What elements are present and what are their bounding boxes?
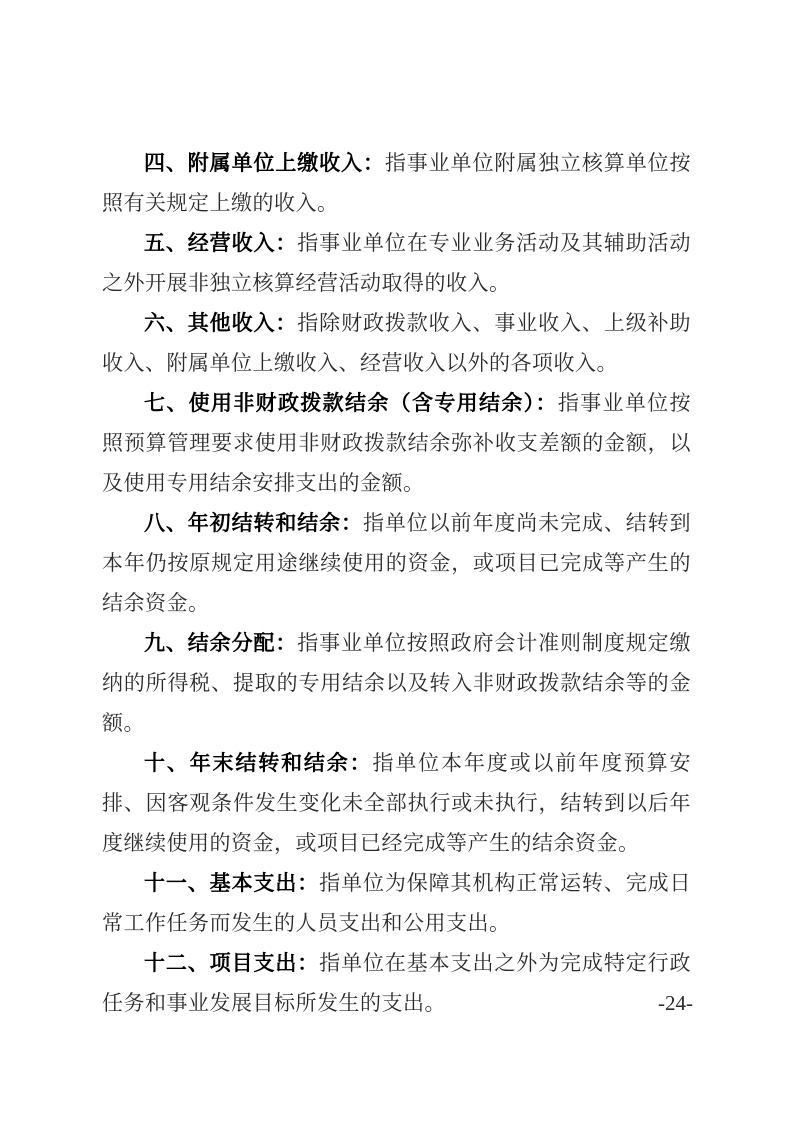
definition-paragraph-10 xyxy=(102,743,691,863)
term-definition-9: 指事业单位按照政府会计准则制度规定缴纳的所得税、提取的专用结余以及转入非财政拨款结余等的金额。 xyxy=(102,631,692,735)
term-heading-8: 八、年初结转和结余： xyxy=(144,511,363,535)
definition-paragraph-9 xyxy=(102,623,691,743)
page-number: -24- xyxy=(658,991,693,1015)
term-definition-8: 指单位以前年度尚未完成、结转到本年仍按原规定用途继续使用的资金，或项目已完成等产生的结余资金。 xyxy=(102,511,692,615)
term-heading-11: 十一、基本支出： xyxy=(144,871,320,895)
term-definition-12: 指单位在基本支出之外为完成特定行政任务和事业发展目标所发生的支出。 xyxy=(102,951,692,1015)
term-definition-11: 指单位为保障其机构正常运转、完成日常工作任务而发生的人员支出和公用支出。 xyxy=(102,871,692,935)
term-heading-6: 六、其他收入： xyxy=(144,311,298,335)
definition-paragraph-6 xyxy=(102,303,691,383)
term-definition-5: 指事业单位在专业业务活动及其辅助活动之外开展非独立核算经营活动取得的收入。 xyxy=(102,231,692,295)
term-heading-5: 五、经营收入： xyxy=(144,231,298,255)
term-heading-12: 十二、项目支出： xyxy=(144,951,320,975)
definition-paragraph-5 xyxy=(102,223,691,303)
term-definition-7: 指事业单位按照预算管理要求使用非财政拨款结余弥补收支差额的金额，以及使用专用结余安排支出的金额。 xyxy=(102,391,692,495)
definition-paragraph-12 xyxy=(102,943,691,1023)
definitions-text-block xyxy=(102,143,691,1023)
term-heading-4: 四、附属单位上缴收入： xyxy=(144,151,385,175)
term-heading-10: 十、年末结转和结余： xyxy=(144,751,373,775)
definition-paragraph-8 xyxy=(102,503,691,623)
term-definition-6: 指除财政拨款收入、事业收入、上级补助收入、附属单位上缴收入、经营收入以外的各项收入。 xyxy=(102,311,692,375)
term-heading-7: 七、使用非财政拨款结余（含专用结余）： xyxy=(144,391,558,415)
definition-paragraph-7 xyxy=(102,383,691,503)
definition-paragraph-11 xyxy=(102,863,691,943)
definition-paragraph-4 xyxy=(102,143,691,223)
term-definition-4: 指事业单位附属独立核算单位按照有关规定上缴的收入。 xyxy=(102,151,692,215)
term-heading-9: 九、结余分配： xyxy=(144,631,298,655)
term-definition-10: 指单位本年度或以前年度预算安排、因客观条件发生变化未全部执行或未执行，结转到以后年度继续使用的资金，或项目已经完成等产生的结余资金。 xyxy=(102,751,692,855)
